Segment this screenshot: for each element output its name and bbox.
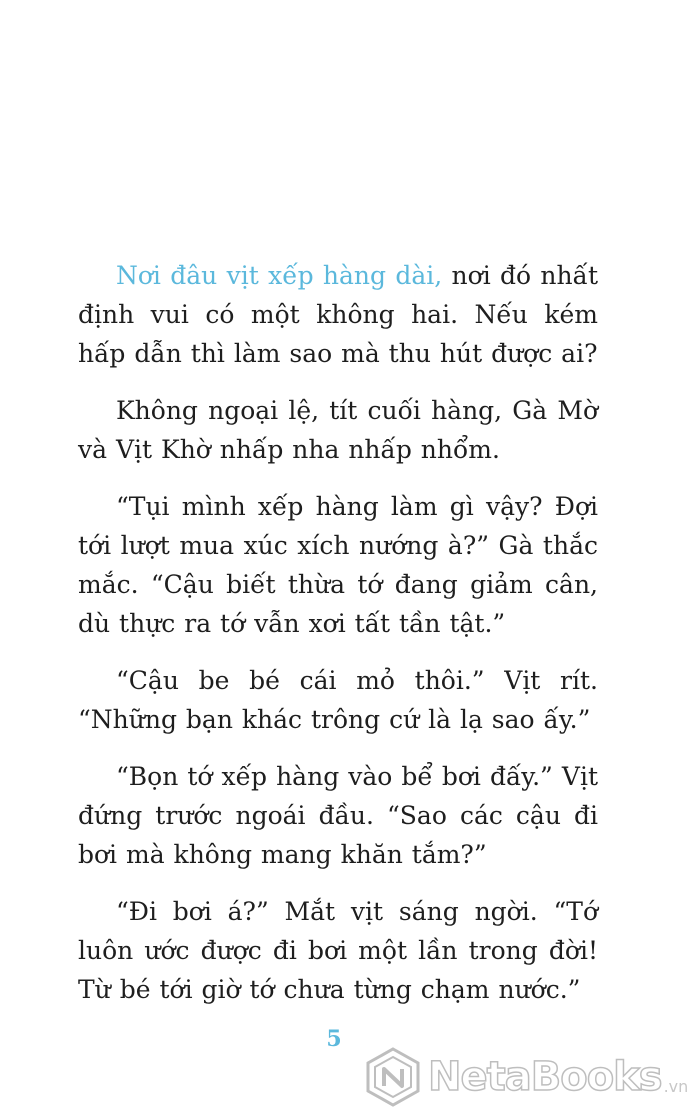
paragraph-body: “Tụi mình xếp hàng làm gì vậy? Đợi tới lượt mua xúc xích nướng à?” Gà thắc mắc. “Cậu biết thừa tớ đang giảm cân, dù thực ra tớ vẫn xơi tất tần tật.” xyxy=(78,492,598,638)
paragraph-body: “Cậu be bé cái mỏ thôi.” Vịt rít. “Những bạn khác trông cứ là lạ sao ấy.” xyxy=(78,666,598,734)
watermark xyxy=(362,1044,692,1110)
paragraph-4 xyxy=(78,661,598,739)
paragraph-body: “Đi bơi á?” Mắt vịt sáng ngời. “Tớ luôn ước được đi bơi một lần trong đời! Từ bé tới giờ tớ chưa từng chạm nước.” xyxy=(78,897,598,1004)
paragraph-body: “Bọn tớ xếp hàng vào bể bơi đấy.” Vịt đứng trước ngoái đầu. “Sao các cậu đi bơi mà không mang khăn tắm?” xyxy=(78,762,598,869)
paragraph-body: nơi đó nhất định vui có một không hai. Nếu kém hấp dẫn thì làm sao mà thu hút được ai? xyxy=(78,261,598,368)
paragraph-1 xyxy=(78,256,598,373)
paragraph-6 xyxy=(78,892,598,1009)
watermark-domain: .vn xyxy=(663,1077,689,1096)
paragraph-body: Không ngoại lệ, tít cuối hàng, Gà Mờ và Vịt Khờ nhấp nha nhấp nhổm. xyxy=(78,396,598,464)
page-number: 5 xyxy=(326,1026,342,1052)
netabooks-logo-icon xyxy=(362,1046,424,1108)
paragraph-3 xyxy=(78,487,598,643)
paragraph-lead: Nơi đâu vịt xếp hàng dài, xyxy=(116,261,443,290)
paragraph-5 xyxy=(78,757,598,874)
watermark-brand: NetaBooks xyxy=(428,1054,662,1100)
paragraph-2 xyxy=(78,391,598,469)
story-text xyxy=(78,256,598,1027)
